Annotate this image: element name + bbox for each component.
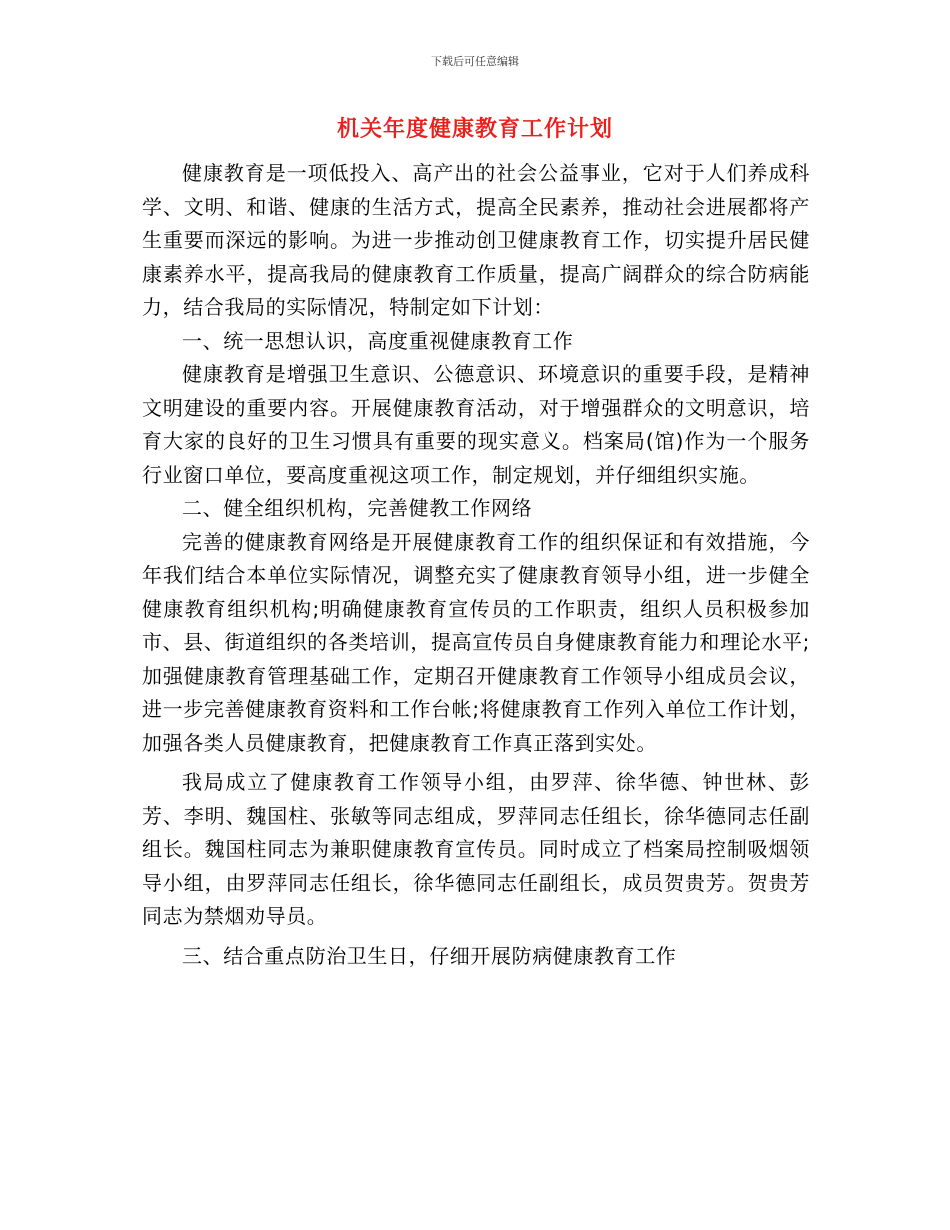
section-heading-3: 三、结合重点防治卫生日，仔细开展防病健康教育工作 bbox=[182, 943, 677, 968]
paragraph-section-1: 健康教育是增强卫生意识、公德意识、环境意识的重要手段，是精神文明建设的重要内容。开展健康教育活动，对于增强群众的文明意识，培育大家的良好的卫生习惯具有重要的现实意义。档案局(馆)作为一个服务行业窗口单位，要高度重视这项工作，制定规划，并仔细组织实施。 bbox=[142, 362, 810, 487]
document-body bbox=[142, 157, 810, 973]
paragraph-section-2: 完善的健康教育网络是开展健康教育工作的组织保证和有效措施，今年我们结合本单位实际情况，调整充实了健康教育领导小组，进一步健全健康教育组织机构;明确健康教育宣传员的工作职责，组织人员积极参加市、县、街道组织的各类培训，提高宣传员自身健康教育能力和理论水平;加强健康教育管理基础工作，定期召开健康教育工作领导小组成员会议，进一步完善健康教育资料和工作台帐;将健康教育工作列入单位工作计划，加强各类人员健康教育，把健康教育工作真正落到实处。 bbox=[142, 529, 810, 755]
section-heading-2: 二、健全组织机构，完善健教工作网络 bbox=[182, 496, 533, 520]
document-title: 机关年度健康教育工作计划 bbox=[336, 117, 613, 142]
paragraph-leadership-group: 我局成立了健康教育工作领导小组，由罗萍、徐华德、钟世林、彭芳、李明、魏国柱、张敏等同志组成，罗萍同志任组长，徐华德同志任副组长。魏国柱同志为兼职健康教育宣传员。同时成立了档案局控制吸烟领导小组，由罗萍同志任组长，徐华德同志任副组长，成员贺贵芳。贺贵芳同志为禁烟劝导员。 bbox=[142, 770, 810, 928]
header-note: 下载后可任意编辑 bbox=[431, 55, 519, 68]
paragraph-intro: 健康教育是一项低投入、高产出的社会公益事业，它对于人们养成科学、文明、和谐、健康的生活方式，提高全民素养，推动社会进展都将产生重要而深远的影响。为进一步推动创卫健康教育工作，切实提升居民健康素养水平，提高我局的健康教育工作质量，提高广阔群众的综合防病能力，结合我局的实际情况，特制定如下计划： bbox=[142, 161, 810, 319]
section-heading-1: 一、统一思想认识，高度重视健康教育工作 bbox=[182, 328, 574, 353]
